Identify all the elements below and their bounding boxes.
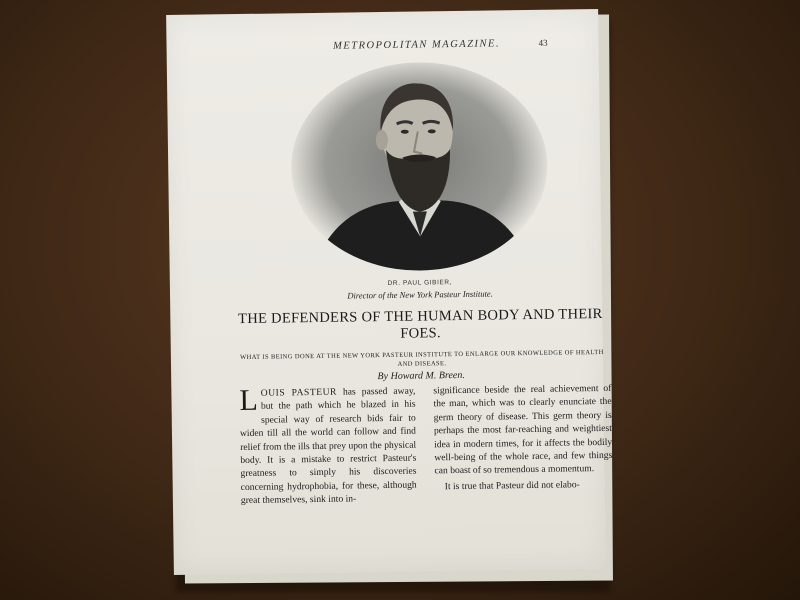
article-subtitle: WHAT IS BEING DONE AT THE NEW YORK PASTEUR INSTITUTE TO ENLARGE OUR KNOWLEDGE OF HEALTH AND DISEASE. (240, 348, 604, 368)
lead-word: OUIS PASTEUR (260, 386, 337, 399)
page-number: 43 (538, 37, 548, 48)
portrait-caption-name: DR. PAUL GIBIER, (387, 279, 453, 287)
portrait-caption-role: Director of the New York Pasteur Institute. (347, 288, 493, 301)
right-column-paragraph-2: It is true that Pasteur did not elabo- (444, 479, 580, 493)
right-column-paragraph-1: significance beside the real achievement of the man, which was to clearly enunciate the germ theory of disease. This germ theory is perhaps the most far-reaching and weightiest idea in modern times, for it affects the bodily well-being of the whole race, and few things can boast of so tremendous a momentum. (433, 382, 613, 477)
article-byline: By Howard M. Breen. (377, 369, 465, 383)
article-column-left (239, 385, 417, 508)
left-column-text: has passed away, but the path which he blazed in his special way of research bids fair to widen till all the world can follow and find relief from the ills that prey upon the physical body. It is a mistake to restrict Pasteur's greatness to simply his discoveries concerning hydrophobia, for these, although great themselves, sink into in- (239, 385, 417, 507)
magazine-page (166, 9, 613, 575)
article-column-right (433, 382, 613, 494)
portrait-photo (289, 60, 550, 274)
magazine-header: METROPOLITAN MAGAZINE. (333, 38, 501, 52)
drop-cap: L (239, 383, 259, 418)
article-title: THE DEFENDERS OF THE HUMAN BODY AND THEIR FOES. (238, 305, 603, 342)
